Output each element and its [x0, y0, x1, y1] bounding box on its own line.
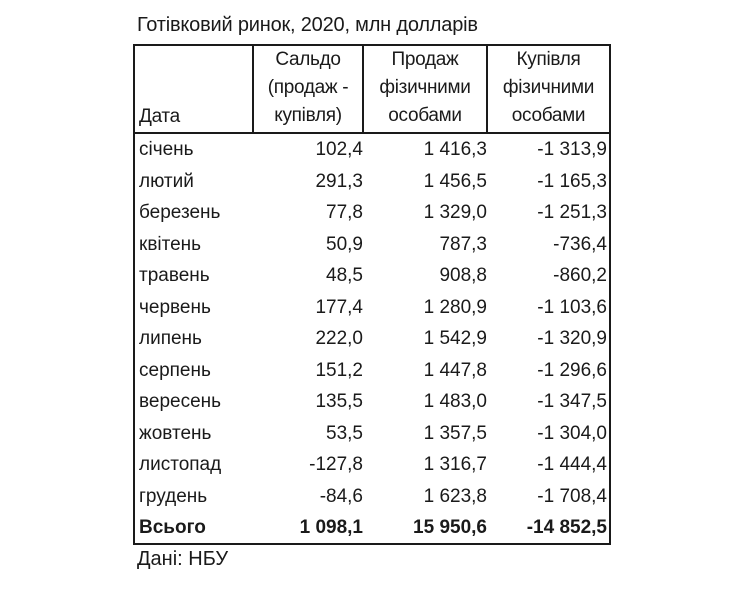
cell-month: квітень [139, 233, 202, 255]
table-row [135, 292, 609, 324]
cell-purchase: -1 296,6 [537, 359, 607, 381]
cell-purchase: -736,4 [553, 233, 607, 255]
header-sale-line: особами [388, 105, 462, 126]
cell-saldo: 53,5 [326, 422, 363, 444]
cell-month: жовтень [139, 422, 212, 444]
table-body [135, 134, 609, 544]
cell-saldo: 77,8 [326, 202, 363, 223]
cell-saldo: 222,0 [315, 328, 363, 349]
cell-sale: 1 329,0 [423, 202, 487, 223]
header-purchase-line: особами [511, 105, 586, 126]
source-note: Дані: НБУ [137, 548, 229, 570]
table-row [135, 260, 609, 292]
cell-saldo: 177,4 [315, 296, 363, 318]
cell-saldo: 48,5 [326, 265, 363, 286]
header-sale-line: Продаж [391, 49, 459, 70]
header-purchase-line: фізичними [502, 77, 595, 98]
cell-month: листопад [139, 454, 222, 475]
cell-sale: 1 542,9 [423, 328, 487, 349]
cell-saldo: 102,4 [315, 139, 363, 160]
cell-month: вересень [139, 391, 222, 412]
cell-total-purchase: -14 852,5 [526, 517, 607, 538]
cell-month: березень [139, 202, 221, 223]
table-row [135, 355, 609, 387]
header-saldo [254, 46, 364, 132]
cell-total-saldo: 1 098,1 [299, 517, 363, 538]
table-row [135, 386, 609, 418]
header-saldo-line: (продаж - [267, 77, 349, 98]
cell-sale: 1 456,5 [423, 170, 487, 192]
cell-sale: 1 280,9 [423, 296, 487, 318]
cell-total-sale: 15 950,6 [413, 517, 487, 538]
cell-month: липень [139, 328, 202, 349]
table-row [135, 166, 609, 198]
cell-sale: 1 357,5 [423, 422, 487, 444]
cash-market-table [133, 44, 611, 545]
cell-month: грудень [139, 485, 208, 507]
cell-saldo: 135,5 [315, 391, 363, 412]
cell-month: червень [139, 296, 211, 318]
cell-purchase: -1 444,4 [537, 454, 607, 475]
cell-saldo: 151,2 [315, 359, 363, 381]
cell-purchase: -1 347,5 [537, 391, 607, 412]
cell-sale: 1 447,8 [423, 359, 487, 381]
cell-sale: 1 483,0 [423, 391, 487, 412]
cell-saldo: 50,9 [326, 233, 363, 255]
cell-saldo: -127,8 [309, 454, 363, 475]
cell-purchase: -1 320,9 [537, 328, 607, 349]
cell-sale: 787,3 [439, 233, 487, 255]
cell-purchase: -860,2 [553, 265, 607, 286]
cell-purchase: -1 708,4 [537, 485, 607, 507]
cell-sale: 908,8 [439, 265, 487, 286]
table-row [135, 418, 609, 450]
table-row [135, 481, 609, 513]
cell-purchase: -1 304,0 [537, 422, 607, 444]
table-title: Готівковий ринок, 2020, млн долларів [137, 14, 478, 36]
cell-sale: 1 623,8 [423, 485, 487, 507]
table-row [135, 323, 609, 355]
header-saldo-line: Сальдо [275, 49, 341, 70]
cell-saldo: -84,6 [319, 485, 363, 507]
cell-total-label: Всього [139, 517, 206, 538]
cell-sale: 1 416,3 [423, 139, 487, 160]
cell-month: травень [139, 265, 210, 286]
cell-month: лютий [139, 170, 194, 192]
cell-sale: 1 316,7 [423, 454, 487, 475]
table-row [135, 449, 609, 481]
header-date-label: Дата [139, 106, 180, 127]
cell-month: січень [139, 139, 194, 160]
cell-purchase: -1 313,9 [537, 139, 607, 160]
header-sale [364, 46, 488, 132]
table-row [135, 229, 609, 261]
cell-purchase: -1 251,3 [537, 202, 607, 223]
table-row [135, 197, 609, 229]
header-sale-line: фізичними [379, 77, 471, 98]
table-row [135, 134, 609, 166]
cell-purchase: -1 103,6 [537, 296, 607, 318]
header-purchase [488, 46, 609, 132]
table-total-row [135, 512, 609, 544]
header-saldo-line: купівля) [274, 105, 342, 126]
header-date [135, 46, 254, 132]
cell-saldo: 291,3 [315, 170, 363, 192]
cell-purchase: -1 165,3 [537, 170, 607, 192]
table-header [135, 46, 609, 134]
cell-month: серпень [139, 359, 211, 381]
header-purchase-line: Купівля [516, 49, 581, 70]
